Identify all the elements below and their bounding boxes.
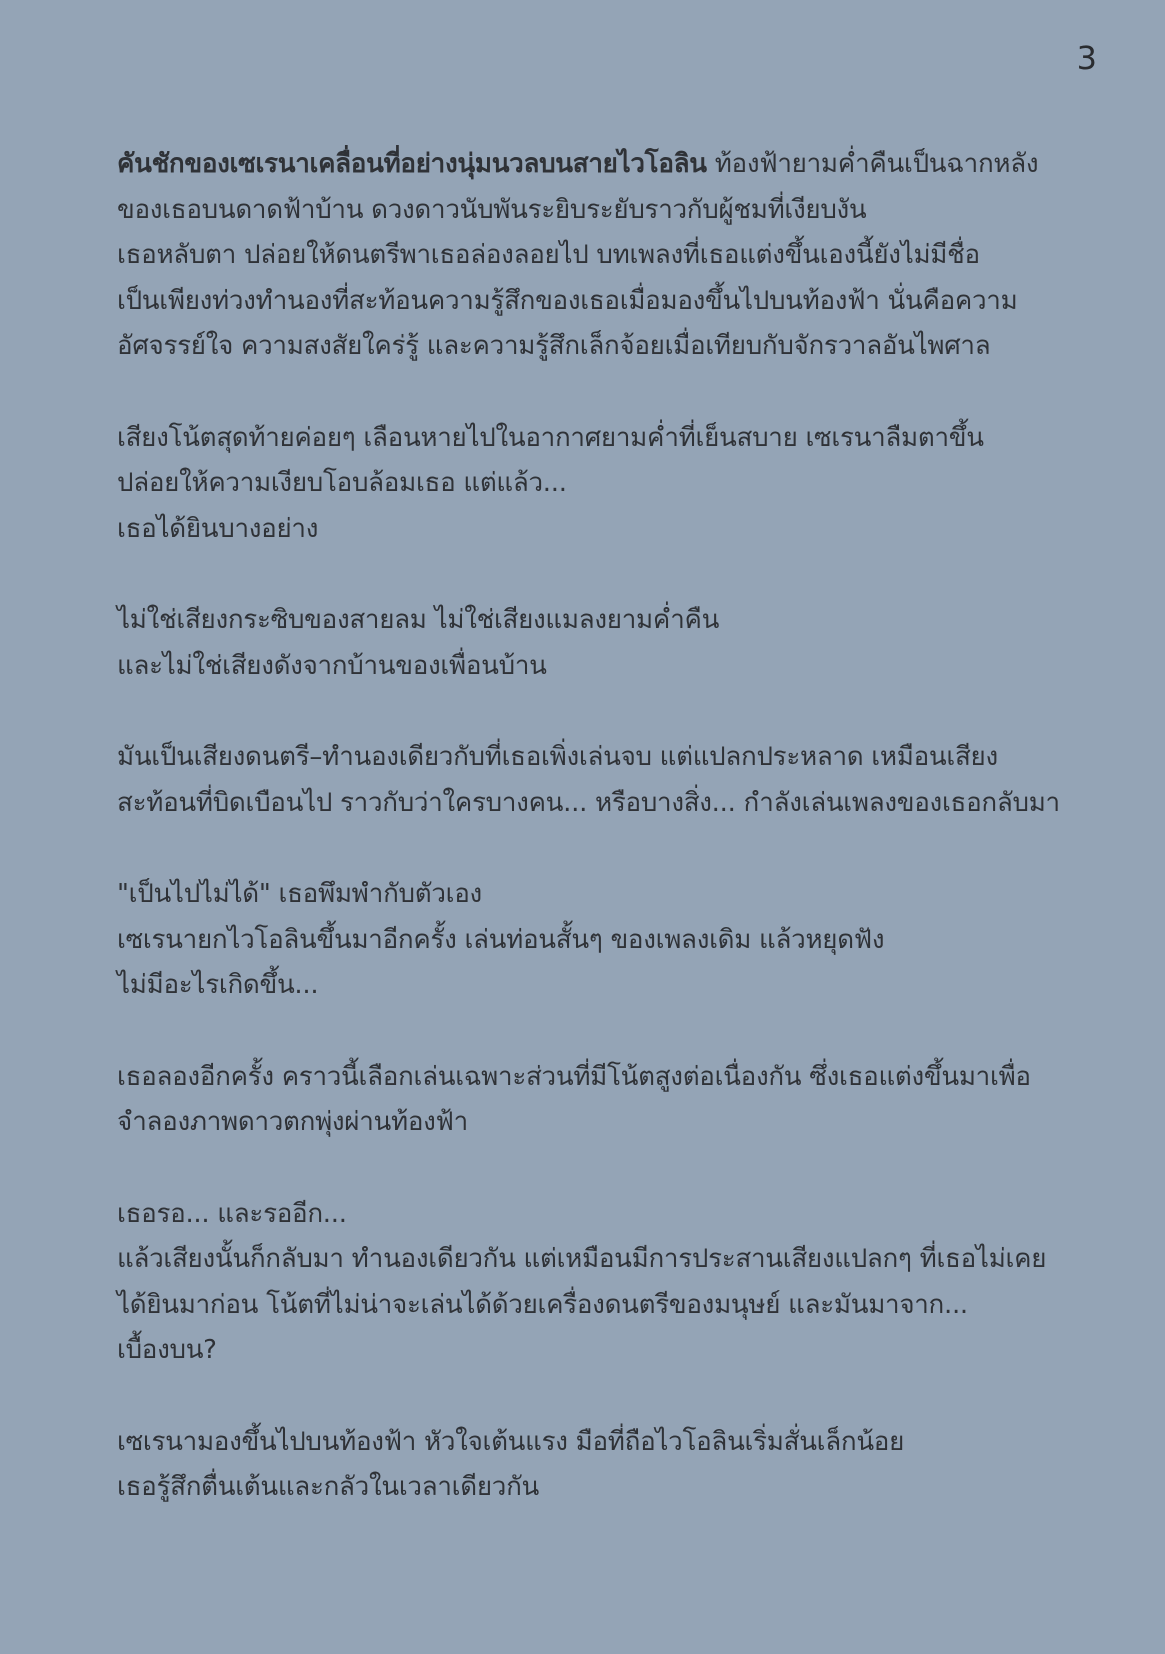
lead-line-rest: ท้องฟ้ายามค่ำคืนเป็นฉากหลัง xyxy=(706,149,1039,179)
paragraph-line: แล้วเสียงนั้นก็กลับมา ทำนองเดียวกัน แต่เหมือนมีการประสานเสียงแปลกๆ ที่เธอไม่เคย xyxy=(117,1244,1047,1274)
paragraph-line: เสียงโน้ตสุดท้ายค่อยๆ เลือนหายไปในอากาศยามค่ำที่เย็นสบาย เซเรนาลืมตาขึ้น xyxy=(117,422,984,453)
paragraph-line: เธอรอ... และรออีก... xyxy=(117,1198,347,1229)
paragraph-line: เป็นเพียงท่วงทำนองที่สะท้อนความรู้สึกของเธอเมื่อมองขึ้นไปบนท้องฟ้า นั่นคือความ xyxy=(117,285,1018,316)
paragraph-5 xyxy=(117,872,1077,1009)
paragraph-7 xyxy=(117,1192,1077,1374)
page-number: 3 xyxy=(1076,39,1097,77)
paragraph-line: สะท้อนที่บิดเบือนไป ราวกับว่าใครบางคน... หรือบางสิ่ง... กำลังเล่นเพลงของเธอกลับมา xyxy=(117,787,1060,818)
paragraph-line: เซเรนายกไวโอลินขึ้นมาอีกครั้ง เล่นท่อนสั้นๆ ของเพลงเดิม แล้วหยุดฟัง xyxy=(117,924,885,955)
paragraph-line: "เป็นไปไม่ได้" เธอพึมพำกับตัวเอง xyxy=(117,879,482,909)
paragraph-line: ปล่อยให้ความเงียบโอบล้อมเธอ แต่แล้ว... xyxy=(117,468,567,498)
story-body xyxy=(117,142,1077,1557)
paragraph-line: อัศจรรย์ใจ ความสงสัยใคร่รู้ และความรู้สึกเล็กจ้อยเมื่อเทียบกับจักรวาลอันไพศาล xyxy=(117,331,991,361)
paragraph-line: จำลองภาพดาวตกพุ่งผ่านท้องฟ้า xyxy=(117,1107,468,1137)
paragraph-line: เธอรู้สึกตื่นเต้นและกลัวในเวลาเดียวกัน xyxy=(117,1472,539,1502)
paragraph-4 xyxy=(117,735,1077,826)
paragraph-2 xyxy=(117,416,1077,553)
paragraph-line: มันเป็นเสียงดนตรี–ทำนองเดียวกับที่เธอเพิ่งเล่นจบ แต่แปลกประหลาด เหมือนเสียง xyxy=(117,742,998,772)
paragraph-6 xyxy=(117,1055,1077,1146)
paragraph-line: ของเธอบนดาดฟ้าบ้าน ดวงดาวนับพันระยิบระยับราวกับผู้ชมที่เงียบงัน xyxy=(117,194,867,225)
paragraph-line: และไม่ใช่เสียงดังจากบ้านของเพื่อนบ้าน xyxy=(117,650,547,681)
paragraph-line: เธอได้ยินบางอย่าง xyxy=(117,513,319,544)
paragraph-line: เบื้องบน? xyxy=(117,1335,217,1365)
paragraph-line: ไม่มีอะไรเกิดขึ้น... xyxy=(117,970,319,1000)
paragraph-line: เซเรนามองขึ้นไปบนท้องฟ้า หัวใจเต้นแรง มือที่ถือไวโอลินเริ่มสั่นเล็กน้อย xyxy=(117,1426,905,1457)
paragraph-line: เธอหลับตา ปล่อยให้ดนตรีพาเธอล่องลอยไป บทเพลงที่เธอแต่งขึ้นเองนี้ยังไม่มีชื่อ xyxy=(117,240,980,270)
paragraph-3 xyxy=(117,598,1077,689)
bold-lead-text: คันชักของเซเรนาเคลื่อนที่อย่างนุ่มนวลบนสายไวโอลิน xyxy=(117,149,707,179)
paragraph-line: ได้ยินมาก่อน โน้ตที่ไม่น่าจะเล่นได้ด้วยเครื่องดนตรีของมนุษย์ และมันมาจาก... xyxy=(117,1289,968,1320)
paragraph-line: เธอลองอีกครั้ง คราวนี้เลือกเล่นเฉพาะส่วนที่มีโน้ตสูงต่อเนื่องกัน ซึ่งเธอแต่งขึ้นมาเพื่อ xyxy=(117,1061,1031,1092)
paragraph-8 xyxy=(117,1420,1077,1511)
paragraph-line: ไม่ใช่เสียงกระซิบของสายลม ไม่ใช่เสียงแมลงยามค่ำคืน xyxy=(117,605,720,635)
paragraph-line xyxy=(117,142,1077,188)
paragraph-1 xyxy=(117,142,1077,370)
